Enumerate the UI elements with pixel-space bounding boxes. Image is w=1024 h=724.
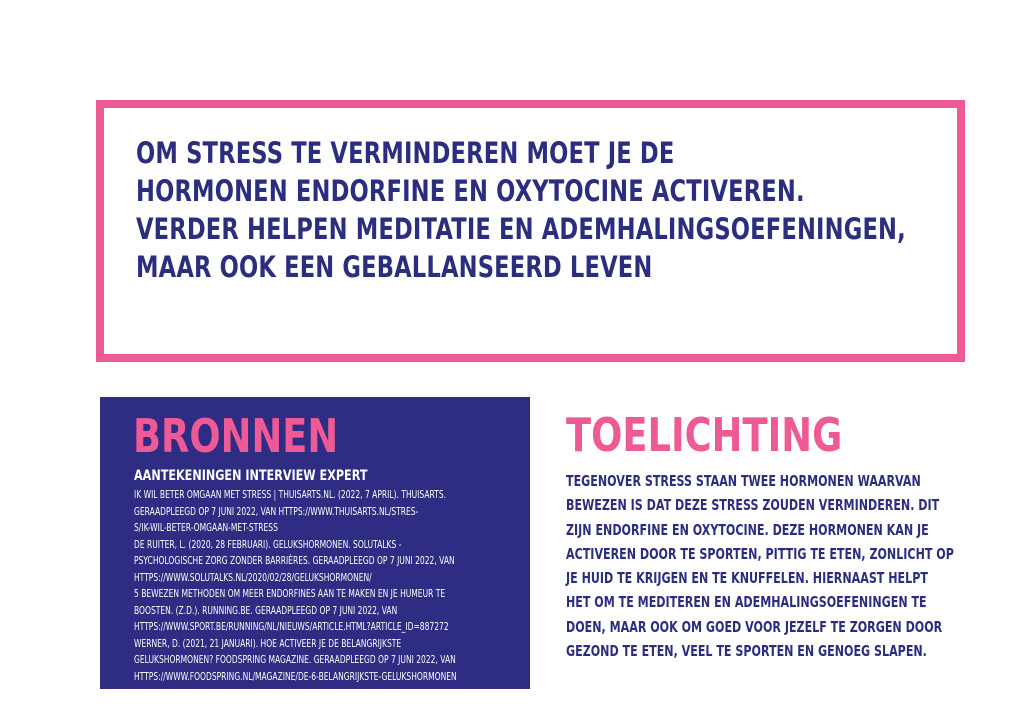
toelichting-line: ZIJN ENDORFINE EN OXYTOCINE. DEZE HORMONEN KAN JE <box>566 520 929 539</box>
toelichting-title: TOELICHTING <box>566 408 843 462</box>
reference-line: DE RUITER, L. (2020, 28 FEBRUARI). GELUKSHORMONEN. SOLUTALKS - <box>134 538 402 551</box>
reference-line: HTTPS://WWW.SPORT.BE/RUNNING/NL/NIEUWS/ARTICLE.HTML?ARTICLE_ID=887272 <box>134 621 449 633</box>
reference-line: PSYCHOLOGISCHE ZORG ZONDER BARRIÈRES. GERAADPLEEGD OP 7 JUNI 2022, VAN <box>134 555 455 567</box>
reference-line: 5 BEWEZEN METHODEN OM MEER ENDORFINES AAN TE MAKEN EN JE HUMEUR TE <box>134 588 446 600</box>
bronnen-panel <box>100 397 530 689</box>
quote-line: OM STRESS TE VERMINDEREN MOET JE DE <box>136 136 675 170</box>
reference-line: WERNER, D. (2021, 21 JANUARI). HOE ACTIVEER JE DE BELANGRIJKSTE <box>134 637 402 650</box>
reference-line: BOOSTEN. (Z.D.). RUNNING.BE. GERAADPLEEGD OP 7 JUNI 2022, VAN <box>134 604 398 617</box>
reference-list <box>134 487 582 685</box>
bronnen-title: BRONNEN <box>133 409 339 463</box>
toelichting-line: JE HUID TE KRIJGEN EN TE KNUFFELEN. HIERNAAST HELPT <box>566 569 928 588</box>
toelichting-line: TEGENOVER STRESS STAAN TWEE HORMONEN WAARVAN <box>566 472 921 490</box>
quote-line: HORMONEN ENDORFINE EN OXYTOCINE ACTIVEREN. <box>136 174 805 208</box>
reference-line: S/IK-WIL-BETER-OMGAAN-MET-STRESS <box>134 522 278 534</box>
quote-text <box>136 134 937 286</box>
toelichting-line: ACTIVEREN DOOR TE SPORTEN, PITTIG TE ETEN, ZONLICHT OP <box>566 544 954 563</box>
reference-line: GELUKSHORMONEN? FOODSPRING MAGAZINE. GERAADPLEEGD OP 7 JUNI 2022, VAN <box>134 654 456 666</box>
toelichting-line: GEZOND TE ETEN, VEEL TE SPORTEN EN GENOEG SLAPEN. <box>566 642 927 661</box>
bronnen-subtitle: AANTEKENINGEN INTERVIEW EXPERT <box>134 468 368 484</box>
toelichting-body <box>566 469 1024 663</box>
reference-line: HTTPS://WWW.FOODSPRING.NL/MAGAZINE/DE-6-BELANGRIJKSTE-GELUKSHORMONEN <box>134 670 457 683</box>
toelichting-line: DOEN, MAAR OOK OM GOED VOOR JEZELF TE ZORGEN DOOR <box>566 617 943 636</box>
quote-line: MAAR OOK EEN GEBALLANSEERD LEVEN <box>136 250 653 284</box>
quote-box <box>96 100 965 362</box>
reference-line: GERAADPLEEGD OP 7 JUNI 2022, VAN HTTPS://WWW.THUISARTS.NL/STRES- <box>134 505 419 518</box>
quote-line: VERDER HELPEN MEDITATIE EN ADEMHALINGSOEFENINGEN, <box>136 212 906 246</box>
reference-line: HTTPS://WWW.SOLUTALKS.NL/2020/02/28/GELUKSHORMONEN/ <box>134 571 372 584</box>
toelichting-line: BEWEZEN IS DAT DEZE STRESS ZOUDEN VERMINDEREN. DIT <box>566 496 940 515</box>
reference-line: IK WIL BETER OMGAAN MET STRESS | THUISARTS.NL. (2022, 7 APRIL). THUISARTS. <box>134 489 447 501</box>
toelichting-line: HET OM TE MEDITEREN EN ADEMHALINGSOEFENINGEN TE <box>566 593 927 612</box>
